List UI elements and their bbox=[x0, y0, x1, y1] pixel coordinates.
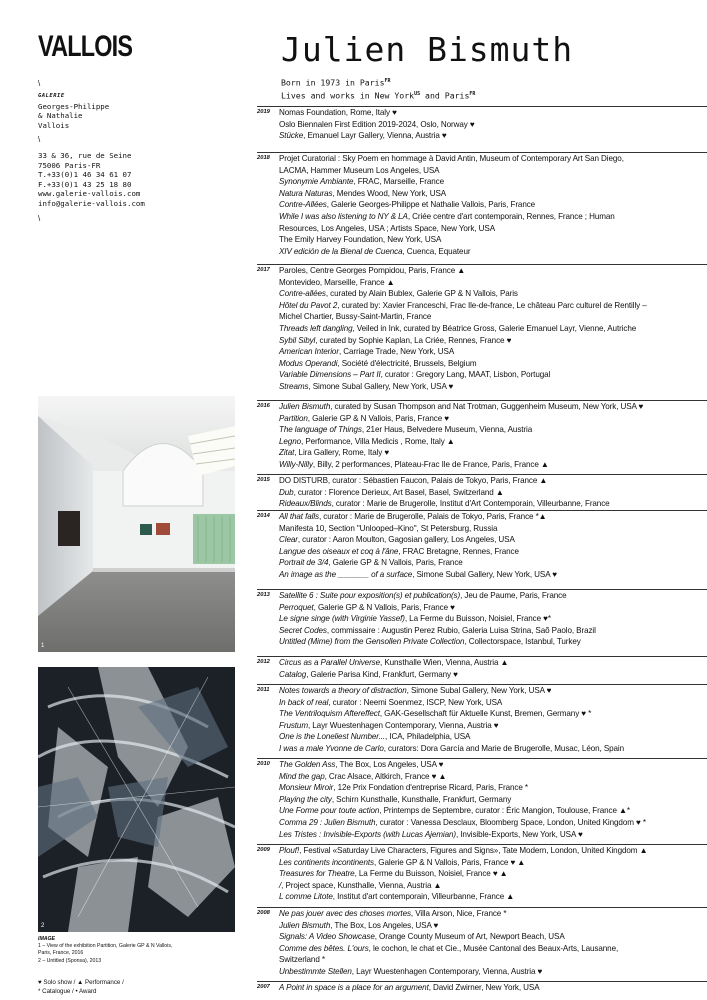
caption-line: 1 – View of the exhibition Partition, Galerie GP & N Vallois, bbox=[38, 943, 173, 950]
legend-line: * Catalogue / • Award bbox=[38, 988, 97, 995]
cv-entry: Le signe singe (with Virginie Yassef), La Ferme du Buisson, Noisiel, France ♥* bbox=[279, 614, 551, 624]
cv-entry: All that falls, curator : Marie de Brugerolle, Palais de Tokyo, Paris, France *▲ bbox=[279, 512, 547, 521]
cv-entry: The Golden Ass, The Box, Los Angeles, USA ♥ bbox=[279, 760, 444, 769]
cv-section-2008 bbox=[257, 907, 707, 978]
cv-entry: L comme Litote, Institut d'art contemporain, Villeurbanne, France ▲ bbox=[279, 892, 515, 902]
cv-entry: Manifesta 10, Section "Unlooped–Kino", St Petersburg, Russia bbox=[279, 523, 498, 533]
cv-entry: Partition, Galerie GP & N Vallois, Paris, France ♥ bbox=[279, 413, 449, 423]
cv-entry: An image as the _______ of a surface, Simone Subal Gallery, New York, USA ♥ bbox=[279, 569, 557, 579]
caption-line: Paris, France, 2016 bbox=[38, 950, 84, 957]
cv-entry: One is the Loneliest Number..., ICA, Philadelphia, USA bbox=[279, 732, 471, 742]
cv-entry: Unbestimmte Stellen, Layr Wuestenhagen Contemporary, Vienna, Austria ♥ bbox=[279, 966, 543, 976]
backslash-mark: \ bbox=[38, 135, 41, 144]
cv-section-2017 bbox=[257, 264, 707, 393]
cv-entry: Julien Bismuth, curated by Susan Thompson and Nat Trotman, Guggenheim Museum, New York, USA ♥ bbox=[279, 402, 644, 411]
cv-entry: Clear, curator : Aaron Moulton, Gagosian gallery, Los Angeles, USA bbox=[279, 535, 515, 545]
cv-entry: Treasures for Theatre, La Ferme du Buisson, Noisiel, France ♥ ▲ bbox=[279, 869, 508, 879]
cv-year: 2019 bbox=[257, 109, 270, 115]
cv-entry: Streams, Simone Subal Gallery, New York, USA ♥ bbox=[279, 381, 454, 391]
cv-entry: Paroles, Centre Georges Pompidou, Paris, France ▲ bbox=[279, 266, 466, 275]
cv-entry: Les continents incontinents, Galerie GP & N Vallois, Paris, France ♥ ▲ bbox=[279, 857, 526, 867]
cv-entry: Modus Operandi, Société d'électricité, Brussels, Belgium bbox=[279, 358, 477, 368]
owner-line: & Nathalie bbox=[38, 111, 83, 121]
cv-entry: Dub, curator : Florence Derieux, Art Basel, Basel, Switzerland ▲ bbox=[279, 487, 504, 497]
cv-section-2019 bbox=[257, 106, 707, 142]
cv-entry: Resources, Los Angeles, USA ; Artists Space, New York, USA bbox=[279, 223, 495, 233]
phone-line: T.+33(0)1 46 34 61 07 bbox=[38, 170, 132, 180]
cv-year: 2007 bbox=[257, 984, 270, 990]
cv-year: 2014 bbox=[257, 513, 270, 519]
email-link[interactable]: info@galerie-vallois.com bbox=[38, 198, 145, 208]
backslash-mark: \ bbox=[38, 79, 41, 88]
cv-year: 2015 bbox=[257, 477, 270, 483]
cv-section-2009 bbox=[257, 844, 707, 903]
artwork-photo bbox=[38, 667, 235, 932]
cv-entry: Mind the gap, Crac Alsace, Altkirch, France ♥ ▲ bbox=[279, 771, 447, 781]
cv-entry: Frustum, Layr Wuestenhagen Contemporary, Vienna, Austria ♥ bbox=[279, 720, 499, 730]
cv-year: 2011 bbox=[257, 687, 270, 693]
gallery-info bbox=[38, 92, 109, 130]
cv-entry: Stücke, Emanuel Layr Gallery, Vienna, Austria ♥ bbox=[279, 131, 447, 141]
galerie-label: GALERIE bbox=[38, 93, 65, 99]
cv-section-2015 bbox=[257, 474, 707, 510]
legend-line: ♥ Solo show / ▲ Performance / bbox=[38, 979, 124, 986]
cv-entry: Hôtel du Pavot 2, curated by: Xavier Franceschi, Frac Ile-de-france, Le château Parc culturel de Rentilly – bbox=[279, 300, 647, 310]
cv-entry: While I was also listening to NY & LA, Criée centre d'art contemporain, Rennes, France ; Human bbox=[279, 211, 615, 221]
image-caption bbox=[38, 936, 238, 965]
cv-entry: Montevideo, Marseille, France ▲ bbox=[279, 277, 395, 287]
cv-entry: Sybil Sibyl, curated by Sophie Kaplan, La Criée, Rennes, France ♥ bbox=[279, 335, 512, 345]
address-line: 33 & 36, rue de Seine bbox=[38, 151, 132, 160]
cv-entry: XIV edición de la Bienal de Cuenca, Cuenca, Equateur bbox=[279, 246, 471, 256]
fax-line: F.+33(0)1 43 25 18 80 bbox=[38, 179, 132, 189]
cv-entry: Portrait de 3/4, Galerie GP & N Vallois, Paris, France bbox=[279, 558, 463, 568]
cv-entry: Variable Dimensions – Part II, curator : Gregory Lang, MAAT, Lisbon, Portugal bbox=[279, 370, 551, 380]
cv-entry: Notes towards a theory of distraction, Simone Subal Gallery, New York, USA ♥ bbox=[279, 686, 552, 695]
cv-section-2013 bbox=[257, 589, 707, 648]
cv-year: 2016 bbox=[257, 403, 270, 409]
cv-section-2012 bbox=[257, 656, 707, 680]
cv-entry: Oslo Biennalen First Edition 2019-2024, Oslo, Norway ♥ bbox=[279, 119, 475, 129]
cv-entry: Langue des oiseaux et coq à l'âne, FRAC Bretagne, Rennes, France bbox=[279, 546, 519, 556]
cv-entry: Contre-allées, curated by Alain Bublex, Galerie GP & N Vallois, Paris bbox=[279, 289, 518, 299]
cv-year: 2010 bbox=[257, 761, 270, 767]
cv-entry: Zitat, Lira Gallery, Rome, Italy ♥ bbox=[279, 448, 390, 458]
cv-entry: Monsieur Miroir, 12e Prix Fondation d'entreprise Ricard, Paris, France * bbox=[279, 783, 528, 793]
cv-entry: /, Project space, Kunsthalle, Vienna, Austria ▲ bbox=[279, 880, 442, 890]
cv-entry: Plouf!, Festival «Saturday Live Characters, Figures and Signs», Tate Modern, London, United Kingdom ▲ bbox=[279, 846, 648, 855]
symbol-legend bbox=[38, 978, 124, 996]
cv-section-2016 bbox=[257, 400, 707, 471]
cv-entry: Playing the city, Schirn Kunsthalle, Kunsthalle, Frankfurt, Germany bbox=[279, 794, 512, 804]
photo-number: 2 bbox=[41, 923, 45, 929]
cv-section-2011 bbox=[257, 684, 707, 755]
owner-line: Vallois bbox=[38, 120, 70, 130]
cv-entry: Projet Curatorial : Sky Poem en hommage à David Antin, Museum of Contemporary Art San Diego, bbox=[279, 154, 624, 163]
website-link[interactable]: www.galerie-vallois.com bbox=[38, 189, 141, 199]
cv-entry: Une Forme pour toute action, Printemps de Septembre, curator : Éric Mangion, Toulouse, France ▲* bbox=[279, 806, 630, 816]
cv-entry: Untitled (Mime) from the Gensollen Private Collection, Collectorspace, Istanbul, Turkey bbox=[279, 637, 581, 647]
cv-section-2018 bbox=[257, 152, 707, 257]
cv-entry: Threads left dangling, Veiled in Ink, curated by Béatrice Gross, Galerie Emanuel Layr, Vienne, Autriche bbox=[279, 323, 637, 333]
cv-entry: Natura Naturas, Mendes Wood, New York, USA bbox=[279, 188, 447, 198]
cv-year: 2018 bbox=[257, 155, 270, 161]
cv-entry: The Ventriloquism Aftereffect, GAK-Gesellschaft für Aktuelle Kunst, Bremen, Germany ♥ * bbox=[279, 709, 592, 719]
cv-entry: Signals: A Video Showcase, Orange County Museum of Art, Newport Beach, USA bbox=[279, 932, 565, 942]
cv-year: 2017 bbox=[257, 267, 270, 273]
cv-entry: Julien Bismuth, The Box, Los Angeles, USA ♥ bbox=[279, 920, 439, 930]
cv-entry: A Point in space is a place for an argument, David Zwirner, New York, USA bbox=[279, 983, 540, 992]
cv-entry: Michel Chartier, Bussy-Saint-Martin, France bbox=[279, 312, 432, 322]
cv-entry: Les Tristes : Invisible-Exports (with Lucas Ajemian), Invisible-Exports, New York, USA ♥ bbox=[279, 829, 583, 839]
cv-entry: I was a male Yvonne de Carlo, curators: Dora García and Marie de Brugerolle, Musac, Léon, Spain bbox=[279, 743, 625, 753]
cv-entry: Ne pas jouer avec des choses mortes, Villa Arson, Nice, France * bbox=[279, 909, 507, 918]
gallery-logo: VALLOIS bbox=[38, 30, 133, 63]
cv-section-2007 bbox=[257, 981, 707, 994]
cv-year: 2013 bbox=[257, 592, 270, 598]
cv-entry: Comme des bêtes. L'ours, le cochon, le chat et Cie., Musée Cantonal des Beaux-Arts, Lausanne, bbox=[279, 943, 619, 953]
cv-entry: Satellite 6 : Suite pour exposition(s) et publication(s), Jeu de Paume, Paris, France bbox=[279, 591, 567, 600]
cv-entry: Switzerland * bbox=[279, 955, 325, 965]
cv-entry: American Interior, Carriage Trade, New York, USA bbox=[279, 347, 455, 357]
cv-entry: The language of Things, 21er Haus, Belvedere Museum, Vienna, Austria bbox=[279, 425, 533, 435]
cv-entry: In back of real, curator : Neemi Soenmez, ISCP, New York, USA bbox=[279, 697, 503, 707]
cv-entry: Catalog, Galerie Parisa Kind, Frankfurt, Germany ♥ bbox=[279, 669, 458, 679]
cv-entry: Perroquet, Galerie GP & N Vallois, Paris, France ♥ bbox=[279, 602, 455, 612]
backslash-mark: \ bbox=[38, 214, 41, 223]
cv-entry: The Emily Harvey Foundation, New York, USA bbox=[279, 235, 442, 245]
bio-birth: Born in 1973 in Paris$^{FR}$ bbox=[281, 77, 391, 88]
cv-entry: Willy-Nilly, Billy, 2 performances, Plateau-Frac Ile de France, Paris, France ▲ bbox=[279, 459, 549, 469]
cv-entry: DO DISTURB, curator : Sébastien Faucon, Palais de Tokyo, Paris, France ▲ bbox=[279, 476, 548, 485]
photo-number: 1 bbox=[41, 643, 45, 649]
caption-line: 2 – Untitled (Sponsa), 2013 bbox=[38, 957, 102, 964]
cv-entry: Comma 29 : Julien Bismuth, curator : Vanessa Desclaux, Bloomberg Space, London, United Kingdom ♥ * bbox=[279, 817, 646, 827]
owner-line: Georges-Philippe bbox=[38, 101, 110, 111]
artist-bio bbox=[281, 76, 475, 101]
cv-entry: Synonymie Ambiante, FRAC, Marseille, France bbox=[279, 177, 444, 187]
bio-residence: Lives and works in New York$^{US}$ and Paris$^{FR}$ bbox=[281, 90, 476, 101]
gallery-address bbox=[38, 151, 145, 209]
cv-section-2014 bbox=[257, 510, 707, 581]
image-label: IMAGE bbox=[38, 936, 56, 942]
cv-entry: Circus as a Parallel Universe, Kunsthalle Wien, Vienna, Austria ▲ bbox=[279, 658, 509, 667]
cv-entry: Rideaux/Blinds, curator : Marie de Brugerolle, Institut d'Art Contemporain, Villeurbanne, France bbox=[279, 499, 610, 509]
cv-section-2010 bbox=[257, 758, 707, 840]
cv-year: 2009 bbox=[257, 847, 270, 853]
cv-entry: Contre-Allées, Galerie Georges-Philippe et Nathalie Vallois, Paris, France bbox=[279, 200, 536, 210]
cv-year: 2012 bbox=[257, 659, 270, 665]
cv-year: 2008 bbox=[257, 910, 270, 916]
cv-entry: Legno, Performance, Villa Medicis , Rome, Italy ▲ bbox=[279, 436, 455, 446]
cv-entry: LACMA, Hammer Museum Los Angeles, USA bbox=[279, 165, 440, 175]
address-line: 75006 Paris-FR bbox=[38, 160, 101, 170]
cv-entry: Secret Codes, commissaire : Augustin Perez Rubio, Galeria Luisa Strina, Saõ Paolo, Brazil bbox=[279, 625, 596, 635]
cv-entry: Nomas Foundation, Rome, Italy ♥ bbox=[279, 108, 397, 117]
artist-name: Julien Bismuth bbox=[281, 30, 574, 69]
exhibition-view-photo bbox=[38, 396, 235, 652]
